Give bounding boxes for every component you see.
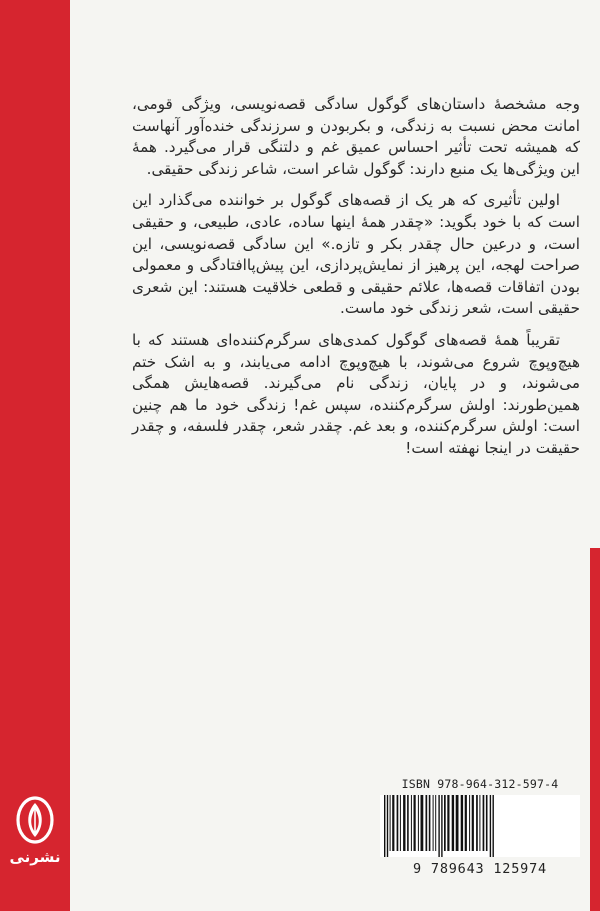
barcode-bar	[490, 795, 491, 857]
barcode-bar	[452, 795, 454, 851]
barcode-bar	[469, 795, 470, 851]
blurb-paragraph-3: تقریباً همهٔ قصه‌های گوگول کمدی‌های سرگرم‌کننده‌ای هستند که با هیچ‌وپوچ شروع می‌شوند، با هیچ‌وپوچ ادامه می‌یابند، و به اشک ختم می‌شوند، و در پایان، زندگی نام می‌گیرند. قصه‌هایش همگی همین‌طورند: اولش سرگرم‌کننده، سپس غم! زندگی خود ما هم چنین است: اولش سرگرم‌کننده، و بعد غم. چقدر شعر، چقدر فلسفه، و چقدر حقیقت در اینجا نهفته است!	[132, 330, 580, 457]
barcode-bar	[483, 795, 485, 851]
publisher-name: نشرنی	[9, 848, 61, 866]
barcode-bar	[407, 795, 409, 851]
cover-red-band	[0, 0, 70, 911]
blurb-paragraph-1: وجه مشخصهٔ داستان‌های گوگول سادگی قصه‌نویسی، ویژگی قومی، امانت محض نسبت به زندگی، و بکربودن و سرزندگی خنده‌آور آنهاست که همیشه تحت تأثیر احساس عمیق غم و دلتنگی قرار می‌گیرد. همهٔ این ویژگی‌ها یک منبع دارند: گوگول شاعر است، شاعر زندگی حقیقی.	[132, 95, 580, 178]
barcode-bar	[435, 795, 436, 851]
barcode-bar	[461, 795, 463, 851]
barcode-bar	[486, 795, 488, 851]
barcode-digits: 9 789643 125974	[413, 861, 547, 877]
barcode-bar	[392, 795, 394, 851]
barcode-bar	[421, 795, 424, 851]
barcode-bar	[411, 795, 412, 851]
blurb-paragraph-2: اولین تأثیری که هر یک از قصه‌های گوگول بر خواننده می‌گذارد این است که با خود بگوید: «چقدر همهٔ اینها ساده، عادی، طبیعی، و حقیقی است، و درعین حال چقدر بکر و تازه.» این سادگی قصه‌نویسی، این صراحت لهجه، این پرهیز از نمایش‌پردازی، این پیش‌پاافتادگی و معمولی بودن اتفاقات قصه‌ها، علائم حقیقی و قطعی خلاقیت هستند: این شعری حقیقی است، شعر زندگی خود ماست.	[132, 191, 580, 318]
barcode-bar	[476, 795, 478, 851]
barcode-bar	[387, 795, 388, 857]
barcode-bar	[426, 795, 428, 851]
barcode-bar	[429, 795, 431, 851]
cover-right-red-strip	[590, 548, 600, 911]
barcode-bar	[390, 795, 391, 851]
isbn-label: ISBN 978-964-312-597-4	[401, 777, 559, 791]
barcode-bar	[479, 795, 480, 851]
barcode-bar	[414, 795, 416, 851]
barcode-bar	[456, 795, 459, 851]
barcode-bar	[397, 795, 399, 851]
barcode-bar	[418, 795, 419, 851]
reed-flame-logo-icon	[12, 795, 58, 845]
barcode-bar	[472, 795, 474, 851]
barcode-bar	[438, 795, 439, 857]
isbn-barcode	[380, 795, 580, 857]
barcode-bar	[384, 795, 385, 857]
barcode-bar	[441, 795, 442, 857]
barcode-bar	[403, 795, 405, 851]
barcode-bar	[433, 795, 434, 851]
barcode-bar	[493, 795, 494, 857]
barcode-bar	[444, 795, 446, 851]
barcode-bar	[400, 795, 401, 851]
blurb-text-block	[132, 94, 580, 460]
barcode-bar	[465, 795, 467, 851]
barcode-bar	[447, 795, 449, 851]
